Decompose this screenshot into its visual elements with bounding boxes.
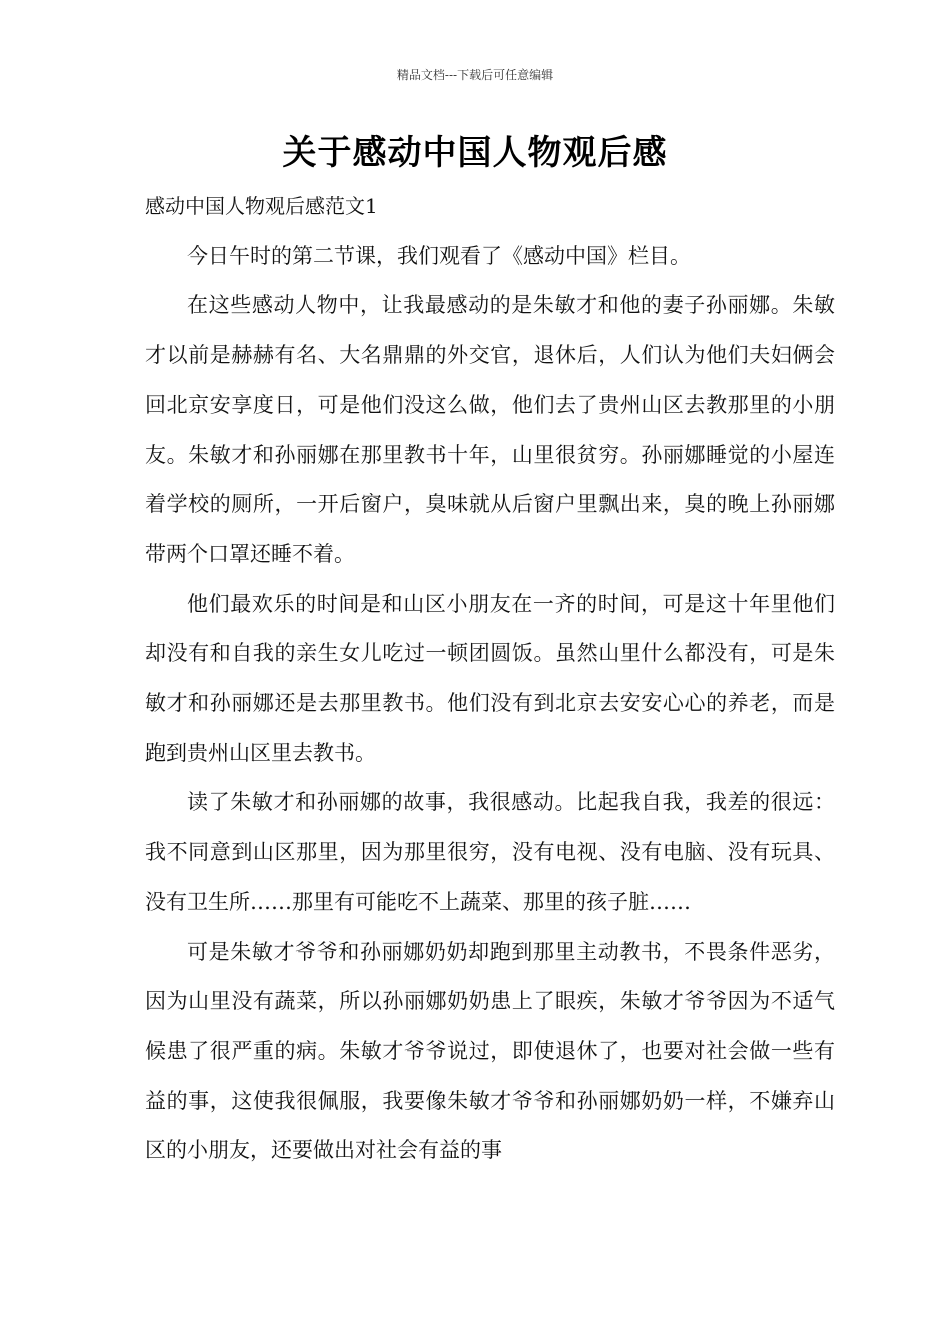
paragraph: 今日午时的第二节课，我们观看了《感动中国》栏目。 bbox=[187, 243, 691, 268]
document-title: 关于感动中国人物观后感 bbox=[282, 133, 668, 173]
section-heading: 感动中国人物观后感范文1 bbox=[145, 194, 378, 218]
page-header: 精品文档---下载后可任意编辑 bbox=[396, 68, 554, 82]
paragraph: 读了朱敏才和孙丽娜的故事，我很感动。比起我自我，我差的很远：我不同意到山区那里，因为那里很穷，没有电视、没有电脑、没有玩具、没有卫生所……那里有可能吃不上蔬菜、那里的孩子脏…… bbox=[145, 790, 835, 914]
document-body bbox=[145, 182, 835, 1176]
paragraph: 可是朱敏才爷爷和孙丽娜奶奶却跑到那里主动教书，不畏条件恶劣，因为山里没有蔬菜，所以孙丽娜奶奶患上了眼疾，朱敏才爷爷因为不适气候患了很严重的病。朱敏才爷爷说过，即使退休了，也要对社会做一些有益的事，这使我很佩服，我要像朱敏才爷爷和孙丽娜奶奶一样，不嫌弃山区的小朋友，还要做出对社会有益的事 bbox=[145, 939, 835, 1163]
paragraph: 他们最欢乐的时间是和山区小朋友在一齐的时间，可是这十年里他们却没有和自我的亲生女儿吃过一顿团圆饭。虽然山里什么都没有，可是朱敏才和孙丽娜还是去那里教书。他们没有到北京去安安心心的养老，而是跑到贵州山区里去教书。 bbox=[145, 591, 835, 765]
paragraph: 在这些感动人物中，让我最感动的是朱敏才和他的妻子孙丽娜。朱敏才以前是赫赫有名、大名鼎鼎的外交官，退休后，人们认为他们夫妇俩会回北京安享度日，可是他们没这么做，他们去了贵州山区去教那里的小朋友。朱敏才和孙丽娜在那里教书十年，山里很贫穷。孙丽娜睡觉的小屋连着学校的厕所，一开后窗户，臭味就从后窗户里飘出来，臭的晚上孙丽娜带两个口罩还睡不着。 bbox=[145, 293, 835, 566]
